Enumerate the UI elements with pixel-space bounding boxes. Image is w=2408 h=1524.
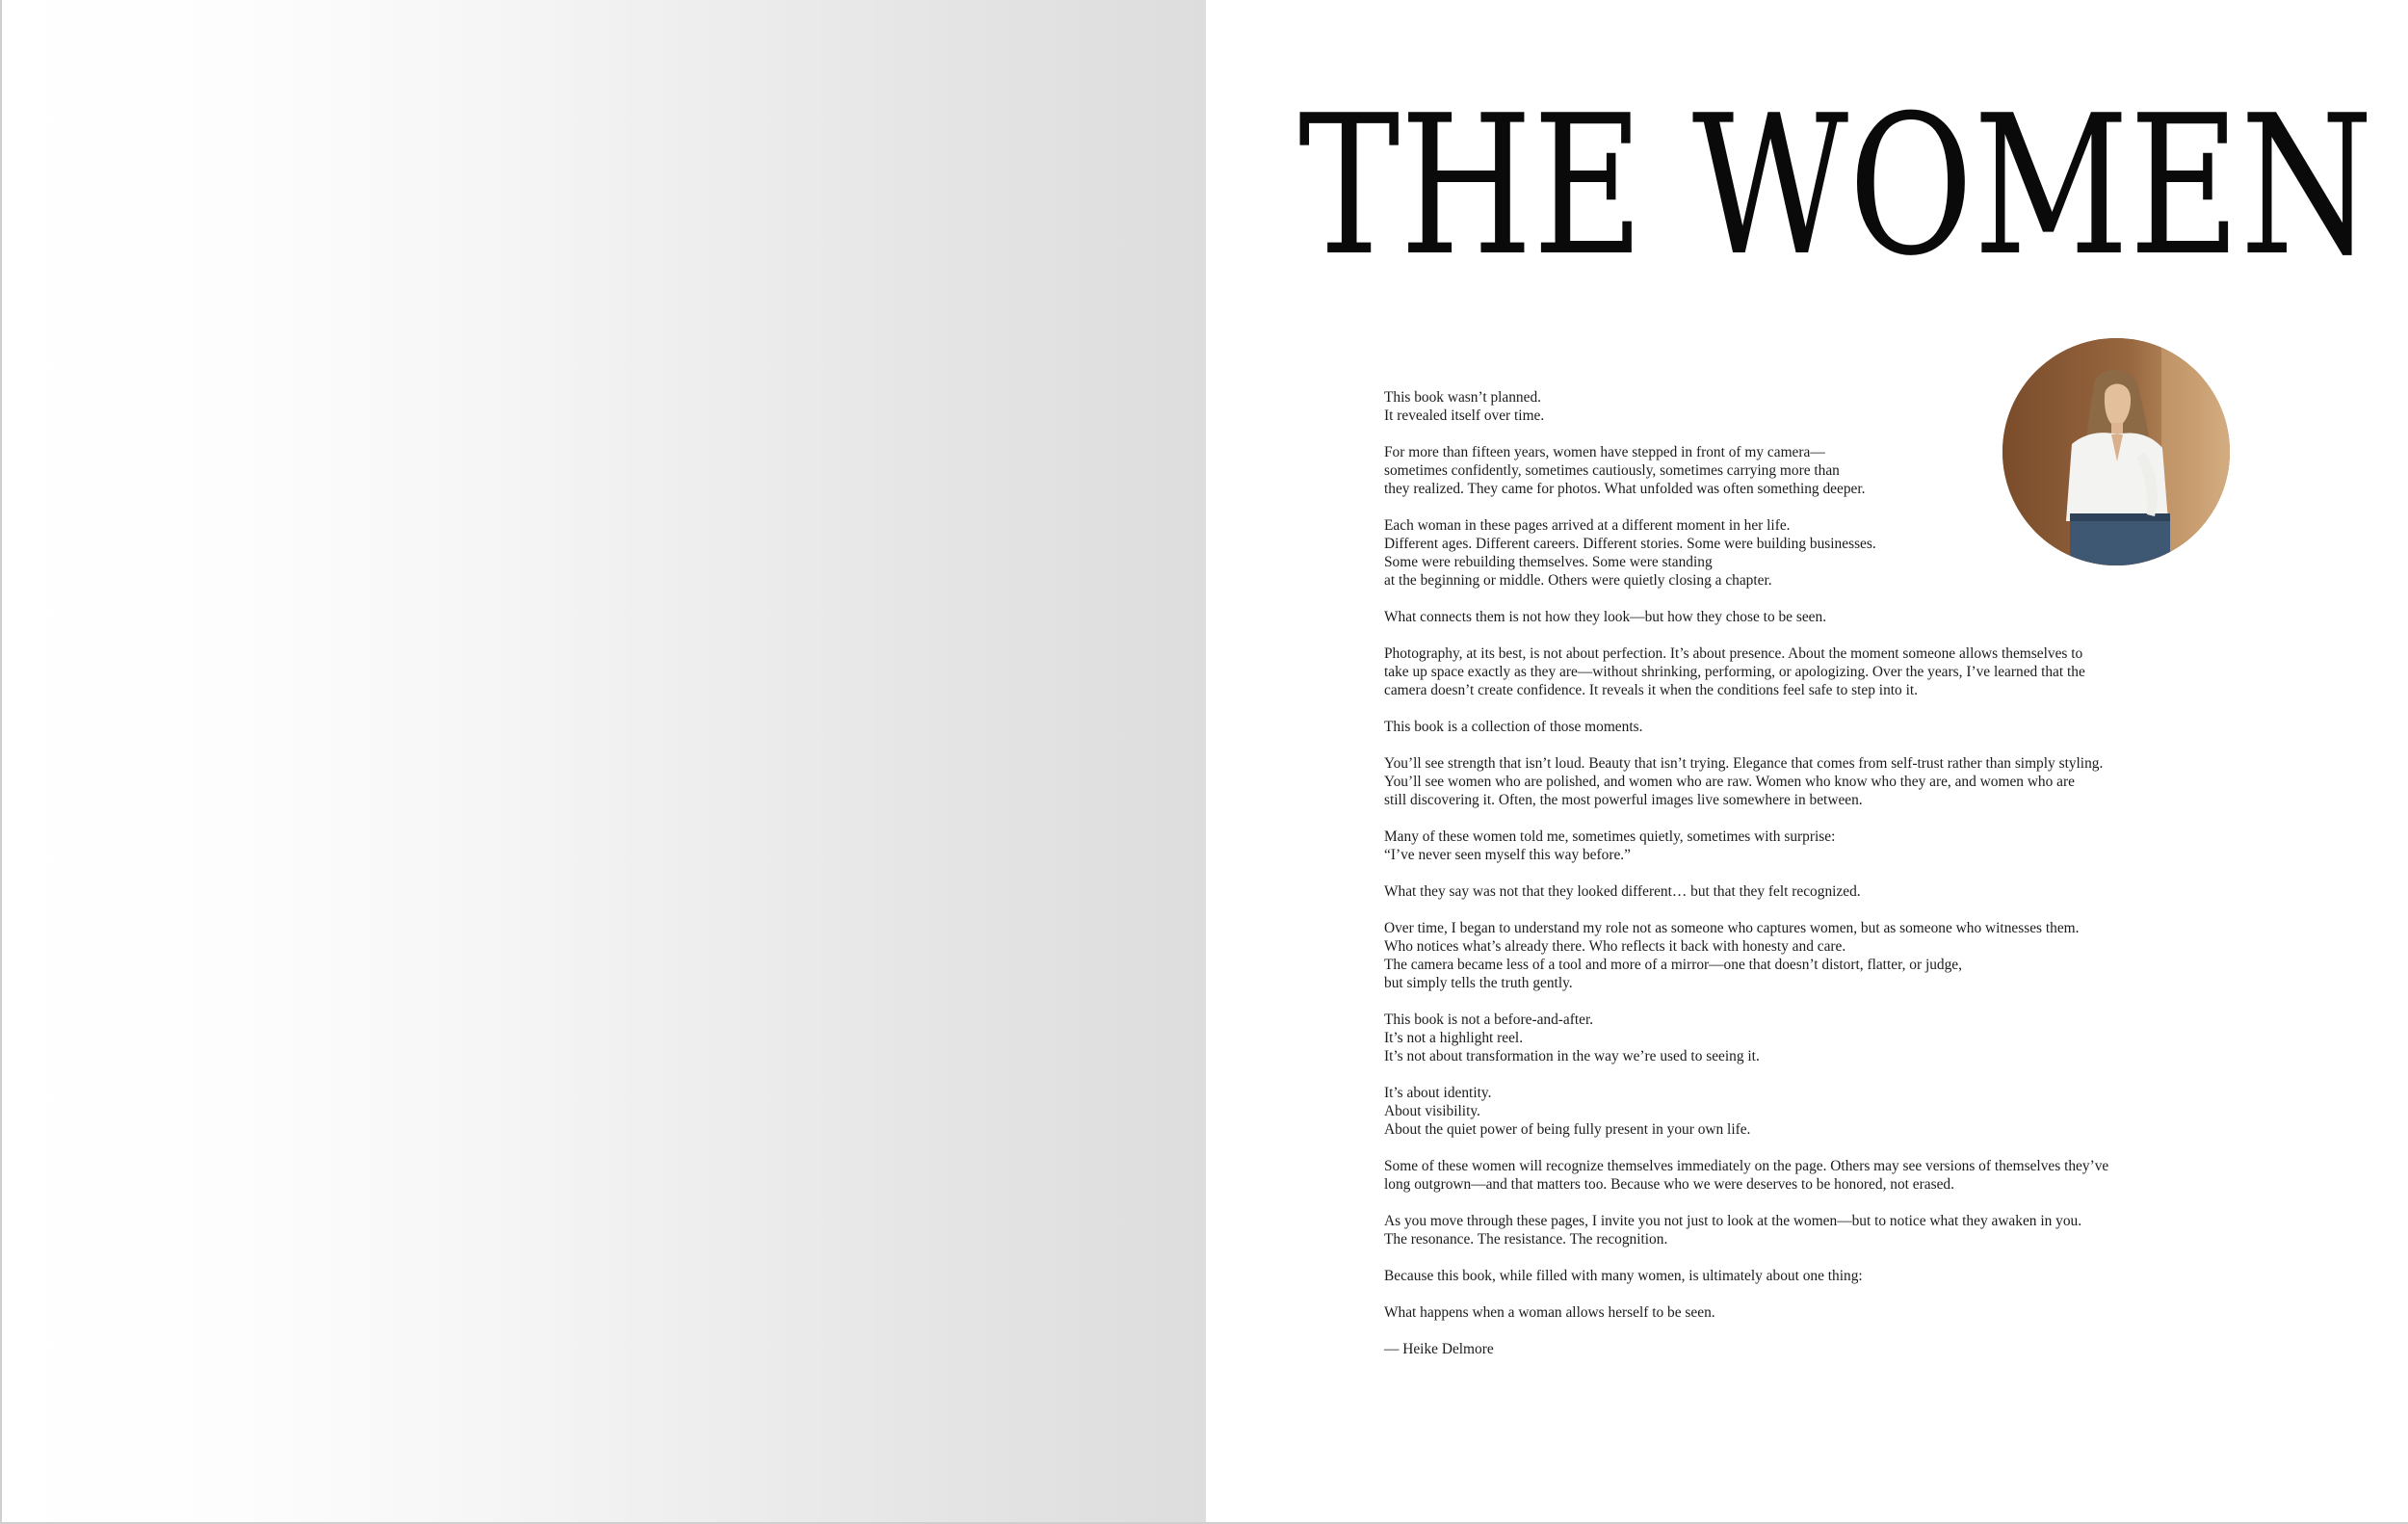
text-line: still discovering it. Often, the most powerful images live somewhere in between. <box>1384 792 1863 808</box>
page-title <box>1298 92 2377 276</box>
text-line: Photography, at its best, is not about perfection. It’s about presence. About the moment someone allows themselves to <box>1384 645 2083 662</box>
text-line: The resonance. The resistance. The recognition. <box>1384 1231 1668 1248</box>
text-line: It’s not a highlight reel. <box>1384 1030 1524 1046</box>
text-line: It revealed itself over time. <box>1384 407 1545 424</box>
text-line: long outgrown—and that matters too. Because who we were deserves to be honored, not erased. <box>1384 1176 1954 1193</box>
text-line: Some of these women will recognize themselves immediately on the page. Others may see versions of themselves they’ve <box>1384 1158 2109 1174</box>
text-line: It’s about identity. <box>1384 1085 1492 1101</box>
paragraph <box>1384 1084 2184 1139</box>
paragraph <box>1384 1011 2184 1065</box>
paragraph <box>1384 1157 2184 1194</box>
text-line: It’s not about transformation in the way we’re used to seeing it. <box>1384 1048 1760 1064</box>
text-line: You’ll see strength that isn’t loud. Beauty that isn’t trying. Elegance that comes from self-trust rather than simply styling. <box>1384 755 2104 772</box>
text-line: camera doesn’t create confidence. It reveals it when the conditions feel safe to step into it. <box>1384 682 1918 698</box>
paragraph <box>1384 388 2184 425</box>
foreword-text <box>1384 388 2184 1377</box>
text-line: take up space exactly as they are—without shrinking, performing, or apologizing. Over the years, I’ve learned that the <box>1384 664 2085 680</box>
text-line: About visibility. <box>1384 1103 1480 1119</box>
text-line: Each woman in these pages arrived at a different moment in her life. <box>1384 517 1791 534</box>
text-line: This book is a collection of those moments. <box>1384 719 1643 735</box>
paragraph <box>1384 443 2184 498</box>
text-line: Because this book, while filled with many women, is ultimately about one thing: <box>1384 1268 1863 1284</box>
page-title-text: THE WOMEN <box>1298 92 2373 276</box>
text-line: they realized. They came for photos. What unfolded was often something deeper. <box>1384 481 1866 497</box>
text-line: What connects them is not how they look—but how they chose to be seen. <box>1384 609 1827 625</box>
text-line: This book is not a before-and-after. <box>1384 1012 1594 1028</box>
text-line: Who notices what’s already there. Who reflects it back with honesty and care. <box>1384 938 1846 955</box>
text-line: “I’ve never seen myself this way before.” <box>1384 847 1631 863</box>
text-line: Different ages. Different careers. Different stories. Some were building businesses. <box>1384 536 1876 552</box>
page-title-svg <box>1298 92 2377 276</box>
paragraph <box>1384 754 2184 809</box>
author-signature: — Heike Delmore <box>1384 1341 1494 1357</box>
paragraph <box>1384 644 2184 699</box>
right-page <box>1206 0 2408 1524</box>
text-line: What they say was not that they looked different… but that they felt recognized. <box>1384 883 1861 900</box>
paragraph <box>1384 718 2184 736</box>
text-line: You’ll see women who are polished, and women who are raw. Women who know who they are, and women who are <box>1384 774 2075 790</box>
paragraph <box>1384 516 2184 590</box>
paragraph <box>1384 882 2184 901</box>
text-line: What happens when a woman allows herself to be seen. <box>1384 1304 1715 1321</box>
paragraph <box>1384 919 2184 992</box>
text-line: Some were rebuilding themselves. Some were standing <box>1384 554 1713 570</box>
paragraph <box>1384 1303 2184 1322</box>
text-line: About the quiet power of being fully present in your own life. <box>1384 1121 1751 1138</box>
paragraph <box>1384 1267 2184 1285</box>
paragraph <box>1384 1212 2184 1248</box>
text-line: This book wasn’t planned. <box>1384 389 1542 406</box>
text-line: The camera became less of a tool and more of a mirror—one that doesn’t distort, flatter, or judge, <box>1384 957 1962 973</box>
text-line: Many of these women told me, sometimes quietly, sometimes with surprise: <box>1384 828 1836 845</box>
paragraph <box>1384 828 2184 864</box>
text-line: For more than fifteen years, women have stepped in front of my camera— <box>1384 444 1825 460</box>
paragraph <box>1384 608 2184 626</box>
text-line: but simply tells the truth gently. <box>1384 975 1573 991</box>
text-line: sometimes confidently, sometimes cautiously, sometimes carrying more than <box>1384 462 1840 479</box>
text-line: As you move through these pages, I invite you not just to look at the women—but to notice what they awaken in you. <box>1384 1213 2082 1229</box>
text-line: at the beginning or middle. Others were quietly closing a chapter. <box>1384 572 1772 589</box>
signature <box>1384 1340 2184 1358</box>
text-line: Over time, I began to understand my role not as someone who captures women, but as someone who witnesses them. <box>1384 920 2080 936</box>
